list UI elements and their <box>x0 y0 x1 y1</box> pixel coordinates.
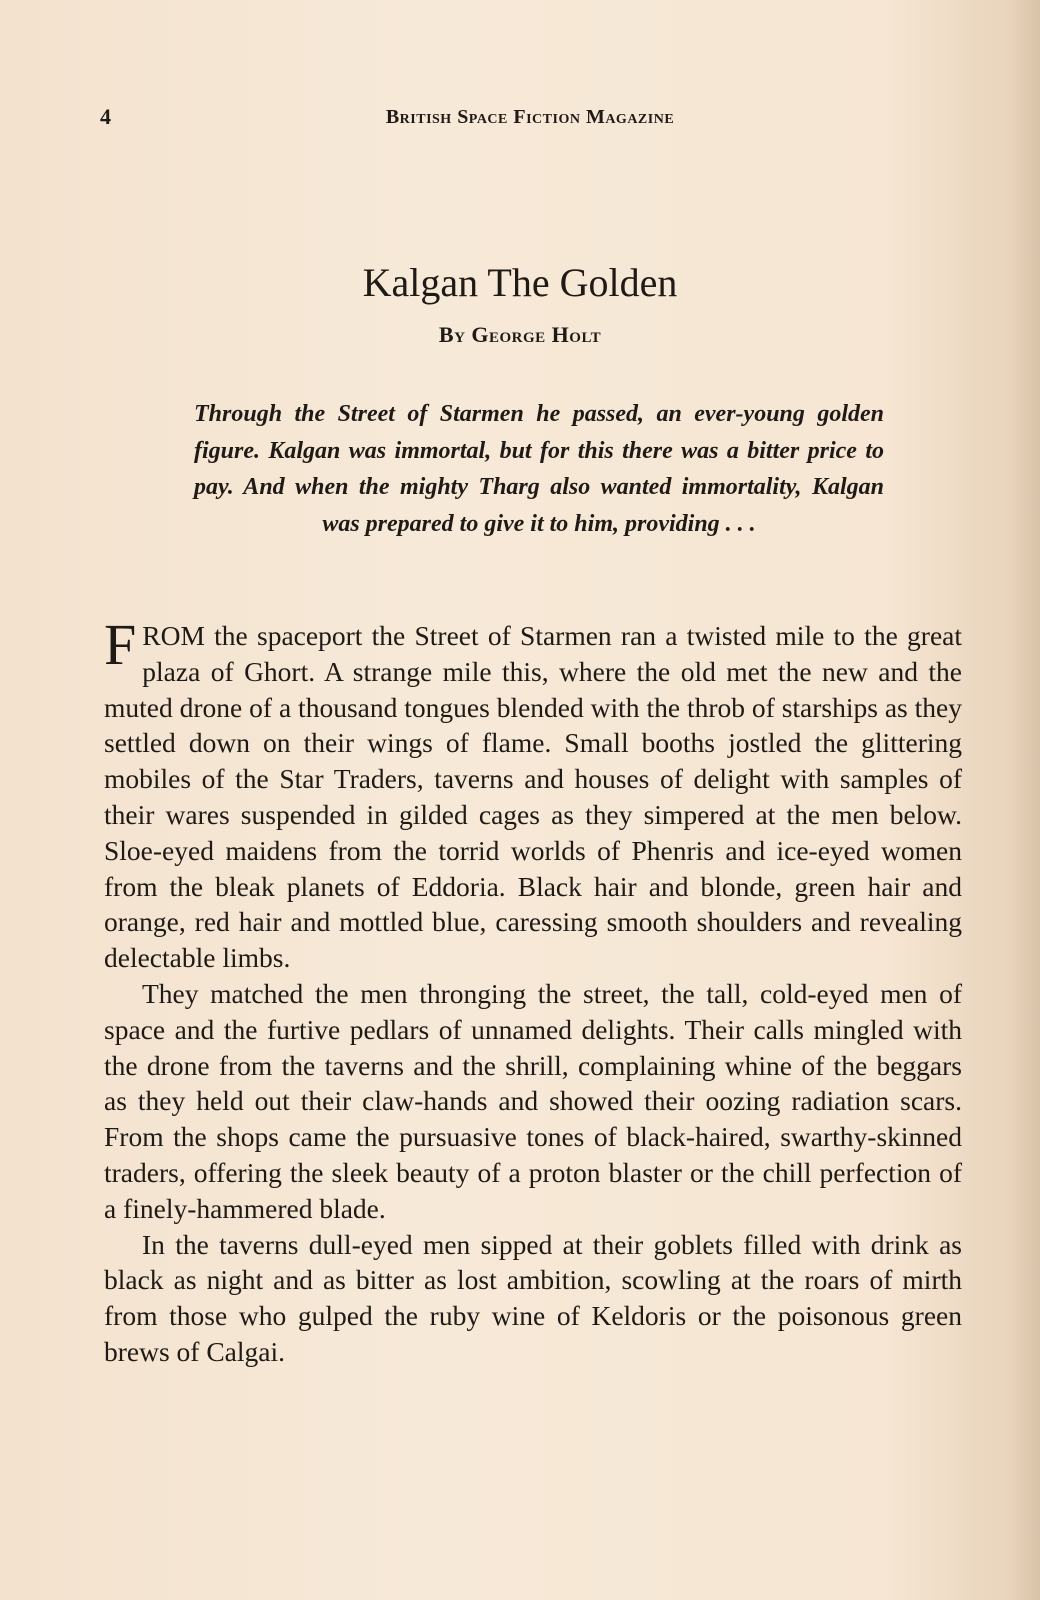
paragraph-1 <box>104 612 962 976</box>
running-head <box>100 104 960 134</box>
paragraph-1-text: ROM the spaceport the Street of Starmen ran a twisted mile to the great plaza of Ghort. A strange mile this, where the old met the new and the muted drone of a thousand tongues blended with the throb of starships as they settled down on their wings of flame. Small booths jostled the glittering mobiles of the Star Traders, taverns and houses of delight with samples of their wares suspended in gilded cages as they simpered at the men below. Sloe-eyed maidens from the torrid worlds of Phenris and ice-eyed women from the bleak planets of Eddoria. Black hair and blonde, green hair and orange, red hair and mottled blue, caressing smooth shoulders and revealing delectable limbs. <box>104 620 962 974</box>
paragraph-2: They matched the men thronging the street, the tall, cold-eyed men of space and the furtive pedlars of unnamed delights. Their calls mingled with the drone from the taverns and the shrill, complaining whine of the beggars as they held out their claw-hands and showed their oozing radiation scars. From the shops came the pursuasive tones of black-haired, swarthy-skinned traders, offering the sleek beauty of a proton blaster or the chill perfection of a finely-hammered blade. <box>104 977 962 1224</box>
drop-cap: F <box>104 612 137 677</box>
story-body <box>104 612 962 1370</box>
paragraph-3: In the taverns dull-eyed men sipped at their goblets filled with drink as black as night and as bitter as lost ambition, scowling at the roars of mirth from those who gulped the ruby wine of Keldoris or the poisonous green brews of Calgai. <box>104 1228 962 1367</box>
story-title: Kalgan The Golden <box>362 259 678 305</box>
byline: By George Holt <box>438 322 602 347</box>
page-number: 4 <box>100 104 111 129</box>
magazine-title: British Space Fiction Magazine <box>385 106 675 128</box>
story-blurb: Through the Street of Starmen he passed, an ever-young golden figure. Kalgan was immortal, but for this there was a bitter price to pay. And when the mighty Tharg also wanted immortality, Kalgan was prepared to give it to him, providing . . . <box>194 401 884 537</box>
